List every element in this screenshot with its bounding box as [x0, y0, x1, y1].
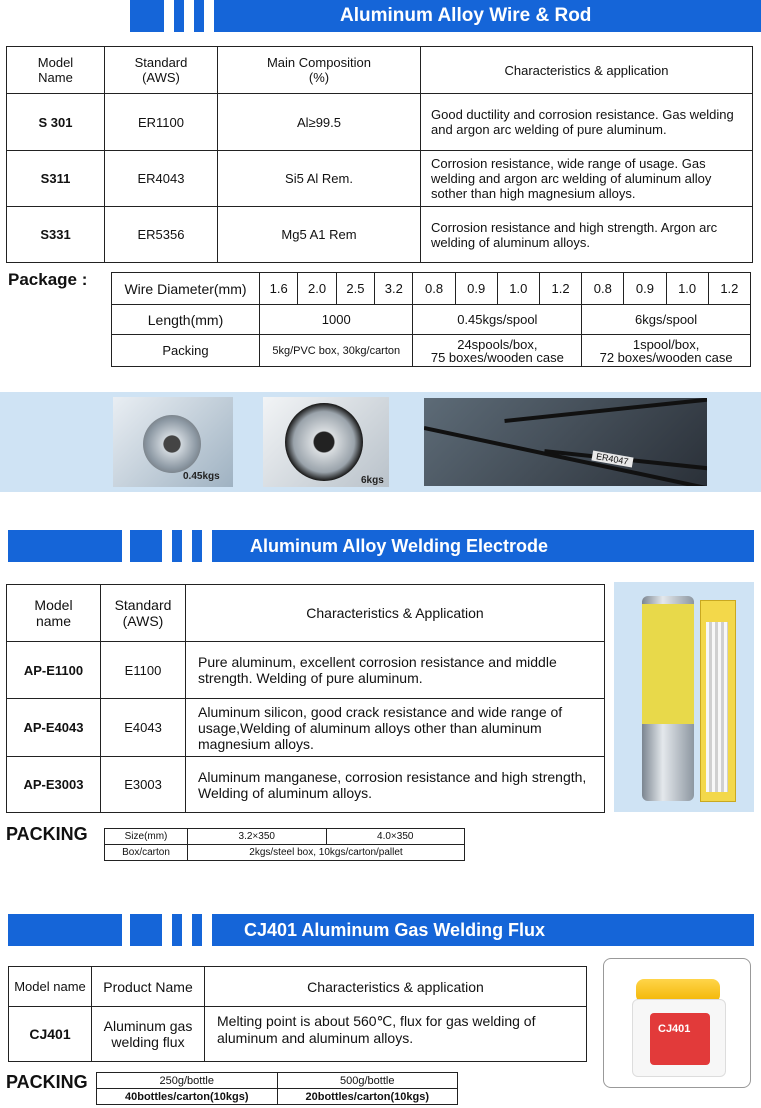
composition-cell: Al≥99.5 [218, 94, 421, 151]
packing-label: Packing [112, 335, 260, 367]
electrode-packing-table [104, 828, 465, 861]
header-model: Model Name [7, 47, 105, 94]
standard-cell: ER1100 [105, 94, 218, 151]
wire-table [6, 46, 753, 263]
rods-photo [424, 398, 707, 486]
desc-cell: Aluminum silicon, good crack resistance and wide range of usage,Welding of aluminum alloys other than aluminum magnesium alloys. [186, 699, 605, 757]
table-row [9, 1007, 587, 1062]
spool-small-caption: 0.45kgs [183, 471, 220, 482]
package-table [111, 272, 751, 367]
model-cell: S311 [7, 151, 105, 207]
standard-cell: E4043 [101, 699, 186, 757]
header-characteristics: Characteristics & application [421, 47, 753, 94]
flux-packing-table [96, 1072, 458, 1105]
flux-size-cell: 250g/bottle [97, 1073, 278, 1089]
photo-strip [0, 392, 761, 492]
desc-cell: Pure aluminum, excellent corrosion resistance and middle strength. Welding of pure aluminum. [186, 642, 605, 699]
package-label: Package : [8, 270, 88, 289]
section-title-electrode: Aluminum Alloy Welding Electrode [250, 536, 549, 556]
diameter-cell: 1.0 [666, 273, 708, 305]
spool-small-photo [113, 397, 233, 487]
header-model: Model name [7, 585, 101, 642]
desc-cell: Good ductility and corrosion resistance. Gas welding and argon arc welding of pure aluminum. [421, 94, 753, 151]
size-cell: 4.0×350 [326, 829, 465, 845]
desc-cell: Aluminum manganese, corrosion resistance and high strength, Welding of aluminum alloys. [186, 757, 605, 813]
diameter-cell: 0.9 [455, 273, 497, 305]
flux-table [8, 966, 587, 1062]
model-cell: CJ401 [9, 1007, 92, 1062]
packing-cell: 1spool/box, 72 boxes/wooden case [582, 335, 751, 367]
diameter-label: Wire Diameter(mm) [112, 273, 260, 305]
standard-cell: ER4043 [105, 151, 218, 207]
diameter-cell: 0.8 [582, 273, 624, 305]
product-cell: Aluminum gas welding flux [92, 1007, 205, 1062]
flux-jar-photo [603, 958, 751, 1088]
table-row [7, 151, 753, 207]
table-row [7, 642, 605, 699]
header-standard: Standard (AWS) [105, 47, 218, 94]
composition-cell: Mg5 A1 Rem [218, 207, 421, 263]
length-cell: 6kgs/spool [582, 305, 751, 335]
header-characteristics: Characteristics & application [205, 967, 587, 1007]
flux-carton-cell: 20bottles/carton(10kgs) [277, 1089, 458, 1105]
header-model: Model name [9, 967, 92, 1007]
length-cell: 1000 [260, 305, 413, 335]
table-row [7, 207, 753, 263]
model-cell: S331 [7, 207, 105, 263]
diameter-cell: 0.8 [413, 273, 455, 305]
table-row [7, 757, 605, 813]
standard-cell: E1100 [101, 642, 186, 699]
standard-cell: ER5356 [105, 207, 218, 263]
model-cell: S 301 [7, 94, 105, 151]
section-banner-wire [0, 0, 761, 32]
electrode-packing-label: PACKING [6, 824, 88, 844]
spool-large-caption: 6kgs [361, 475, 384, 486]
section-title-wire: Aluminum Alloy Wire & Rod [340, 5, 592, 26]
section-banner-electrode [0, 530, 761, 562]
length-cell: 0.45kgs/spool [413, 305, 582, 335]
electrode-photo [614, 582, 754, 812]
header-composition: Main Composition (%) [218, 47, 421, 94]
box-label: Box/carton [105, 845, 188, 861]
size-cell: 3.2×350 [188, 829, 327, 845]
packing-cell: 24spools/box, 75 boxes/wooden case [413, 335, 582, 367]
jar-label: CJ401 [658, 1023, 691, 1035]
standard-cell: E3003 [101, 757, 186, 813]
header-product: Product Name [92, 967, 205, 1007]
diameter-cell: 0.9 [624, 273, 666, 305]
header-characteristics: Characteristics & Application [186, 585, 605, 642]
flux-carton-cell: 40bottles/carton(10kgs) [97, 1089, 278, 1105]
table-row [7, 94, 753, 151]
diameter-cell: 1.2 [708, 273, 750, 305]
electrode-table [6, 584, 605, 813]
desc-cell: Corrosion resistance, wide range of usage. Gas welding and argon arc welding of aluminum alloy sother than high magnesium alloys. [421, 151, 753, 207]
flux-size-cell: 500g/bottle [277, 1073, 458, 1089]
length-label: Length(mm) [112, 305, 260, 335]
model-cell: AP-E3003 [7, 757, 101, 813]
section-banner-flux [0, 914, 761, 946]
diameter-cell: 3.2 [375, 273, 413, 305]
model-cell: AP-E4043 [7, 699, 101, 757]
spool-large-photo [263, 397, 389, 487]
diameter-cell: 1.6 [260, 273, 298, 305]
desc-cell: Melting point is about 560℃, flux for gas welding of aluminum and aluminum alloys. [205, 1007, 587, 1062]
diameter-cell: 1.2 [539, 273, 581, 305]
diameter-cell: 2.0 [298, 273, 336, 305]
box-cell: 2kgs/steel box, 10kgs/carton/pallet [188, 845, 465, 861]
packing-cell: 5kg/PVC box, 30kg/carton [260, 335, 413, 367]
model-cell: AP-E1100 [7, 642, 101, 699]
table-row [7, 699, 605, 757]
size-label: Size(mm) [105, 829, 188, 845]
desc-cell: Corrosion resistance and high strength. Argon arc welding of aluminum alloys. [421, 207, 753, 263]
diameter-cell: 1.0 [497, 273, 539, 305]
flux-packing-label: PACKING [6, 1072, 88, 1092]
rod-label: ER4047 [591, 451, 633, 468]
composition-cell: Si5 Al Rem. [218, 151, 421, 207]
section-title-flux: CJ401 Aluminum Gas Welding Flux [244, 920, 546, 940]
header-standard: Standard (AWS) [101, 585, 186, 642]
diameter-cell: 2.5 [336, 273, 374, 305]
